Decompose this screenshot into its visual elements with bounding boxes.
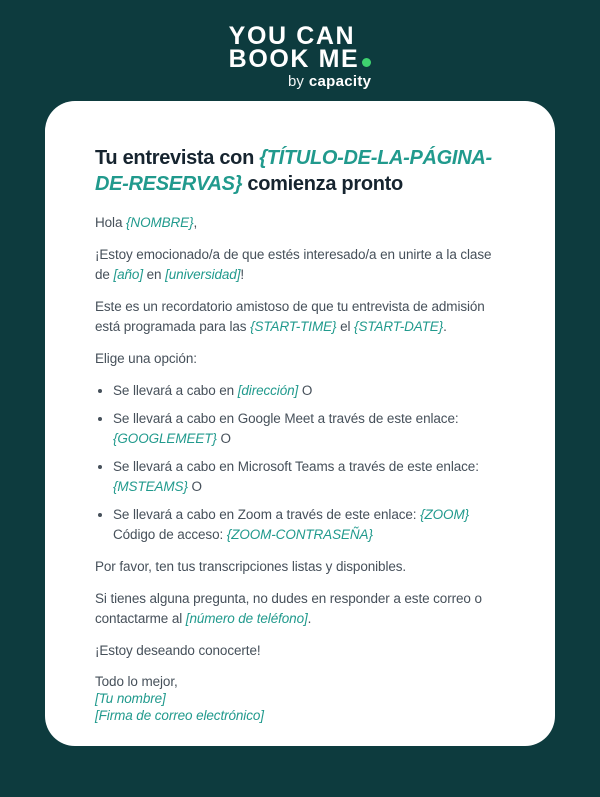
zoom-placeholder: {ZOOM} — [420, 507, 470, 522]
phone-number-placeholder: [número de teléfono] — [185, 611, 308, 626]
email-card — [45, 101, 555, 746]
zoom-access-code-label: Código de acceso: — [113, 527, 227, 542]
reminder-text: Este es un recordatorio amistoso de que tu entrevista de admisión está programada para las — [95, 299, 485, 334]
start-time-placeholder: {START-TIME} — [250, 319, 337, 334]
option-ms-teams — [113, 457, 505, 497]
byline-brand: capacity — [308, 73, 372, 90]
msteams-placeholder: {MSTEAMS} — [113, 479, 188, 494]
option-or: O — [187, 479, 202, 494]
looking-forward: ¡Estoy deseando conocerte! — [95, 643, 261, 658]
option-or: O — [216, 431, 231, 446]
logo-byline — [229, 73, 372, 91]
intro-end: ! — [240, 267, 245, 282]
sender-name-placeholder: [Tu nombre] — [95, 691, 166, 706]
logo-text-line2 — [228, 45, 372, 73]
reminder-end: . — [443, 319, 447, 334]
signoff: Todo lo mejor, — [95, 674, 178, 689]
booking-page-title-placeholder: {TÍTULO-DE-LA-PÁGINA-DE-RESERVAS} — [95, 147, 492, 195]
option-text: Se llevará a cabo en Microsoft Teams a través de este enlace: — [113, 459, 479, 474]
logo-text-line1: YOU CAN — [228, 22, 356, 50]
address-placeholder: [dirección] — [237, 383, 299, 398]
byline-by: by — [288, 73, 304, 90]
intro-mid: en — [143, 267, 166, 282]
questions-text: Si tienes alguna pregunta, no dudes en responder a este correo o contactarme al — [95, 591, 482, 626]
greeting-text: Hola — [95, 215, 127, 230]
name-placeholder: {NOMBRE} — [126, 215, 194, 230]
option-zoom — [113, 505, 505, 545]
questions-end: . — [307, 611, 312, 626]
option-text: Se llevará a cabo en Zoom a través de este enlace: — [113, 507, 421, 522]
transcripts-note: Por favor, ten tus transcripciones listas y disponibles. — [95, 559, 407, 574]
ycbm-logo — [228, 22, 372, 91]
logo-green-dot-icon — [362, 58, 371, 67]
email-signature-placeholder: [Firma de correo electrónico] — [95, 708, 264, 723]
option-text: Se llevará a cabo en Google Meet a través de este enlace: — [113, 411, 459, 426]
subject-text-end: comienza pronto — [242, 173, 403, 195]
university-placeholder: [universidad] — [165, 267, 241, 282]
option-or: O — [298, 383, 313, 398]
email-subject — [95, 145, 505, 197]
zoom-password-placeholder: {ZOOM-CONTRASEÑA} — [226, 527, 373, 542]
subject-text: Tu entrevista con — [95, 147, 260, 169]
header — [0, 0, 600, 91]
signature-block — [95, 673, 505, 724]
googlemeet-placeholder: {GOOGLEMEET} — [113, 431, 217, 446]
start-date-placeholder: {START-DATE} — [354, 319, 444, 334]
choose-option-label: Elige una opción: — [95, 351, 197, 366]
greeting — [95, 213, 505, 233]
option-google-meet — [113, 409, 505, 449]
logo-text: BOOK ME — [228, 45, 360, 73]
reminder-mid: el — [336, 319, 355, 334]
reminder-paragraph — [95, 297, 505, 337]
option-in-person — [113, 381, 505, 401]
year-placeholder: [año] — [113, 267, 143, 282]
questions-paragraph — [95, 589, 505, 629]
option-text: Se llevará a cabo en — [113, 383, 238, 398]
greeting-comma: , — [193, 215, 198, 230]
options-list — [95, 381, 505, 545]
intro-paragraph — [95, 245, 505, 285]
intro-text: ¡Estoy emocionado/a de que estés interesado/a en unirte a la clase de — [95, 247, 492, 282]
